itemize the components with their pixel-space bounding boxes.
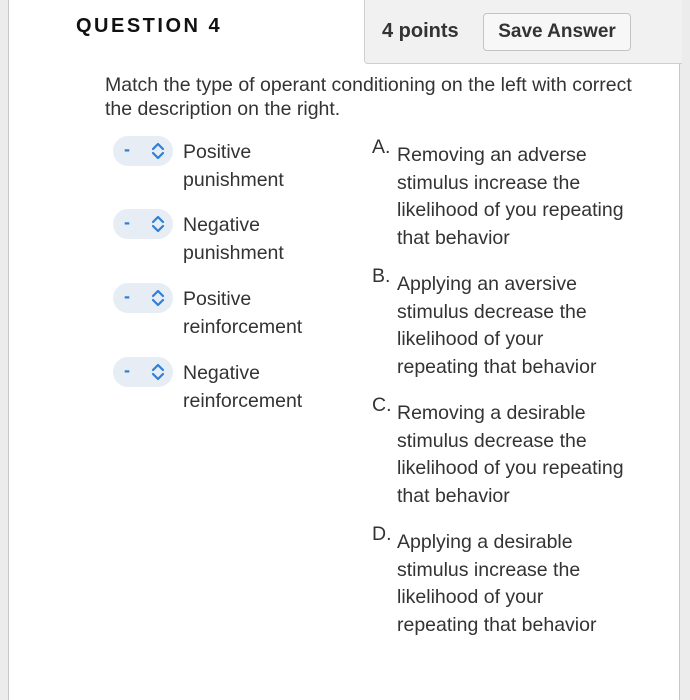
- chevron-up-down-icon: [151, 287, 165, 309]
- question-title: QUESTION 4: [76, 15, 223, 37]
- description-letter: B.: [372, 265, 391, 287]
- question-page: [8, 0, 680, 700]
- match-select-4[interactable]: [113, 357, 173, 387]
- question-prompt: Match the type of operant conditioning on the left with correct the description on the right.: [105, 74, 632, 120]
- description-letter: C.: [372, 394, 392, 416]
- match-term-label: Positive punishment: [183, 141, 284, 191]
- select-value: -: [124, 139, 130, 159]
- match-select-3[interactable]: [113, 283, 173, 313]
- description-letter: A.: [372, 136, 391, 158]
- points-panel: [364, 0, 682, 64]
- match-term-label: Positive reinforcement: [183, 288, 303, 338]
- select-value: -: [124, 360, 130, 380]
- match-term-label: Negative reinforcement: [183, 362, 303, 412]
- description-text: Removing an adverse stimulus increase the likelihood of you repeating that behavior: [397, 144, 624, 249]
- match-select-1[interactable]: [113, 136, 173, 166]
- description-text: Applying a desirable stimulus increase the likelihood of your repeating that behavior: [397, 531, 597, 636]
- description-text: Applying an aversive stimulus decrease the likelihood of your repeating that behavior: [397, 273, 597, 378]
- description-letter: D.: [372, 523, 392, 545]
- description-text: Removing a desirable stimulus decrease the likelihood of you repeating that behavior: [397, 402, 624, 507]
- chevron-up-down-icon: [151, 213, 165, 235]
- match-select-2[interactable]: [113, 209, 173, 239]
- match-term-label: Negative punishment: [183, 214, 284, 264]
- points-label: 4 points: [382, 20, 459, 42]
- select-value: -: [124, 212, 130, 232]
- chevron-up-down-icon: [151, 361, 165, 383]
- select-value: -: [124, 286, 130, 306]
- chevron-up-down-icon: [151, 140, 165, 162]
- save-answer-button[interactable]: Save Answer: [483, 13, 631, 51]
